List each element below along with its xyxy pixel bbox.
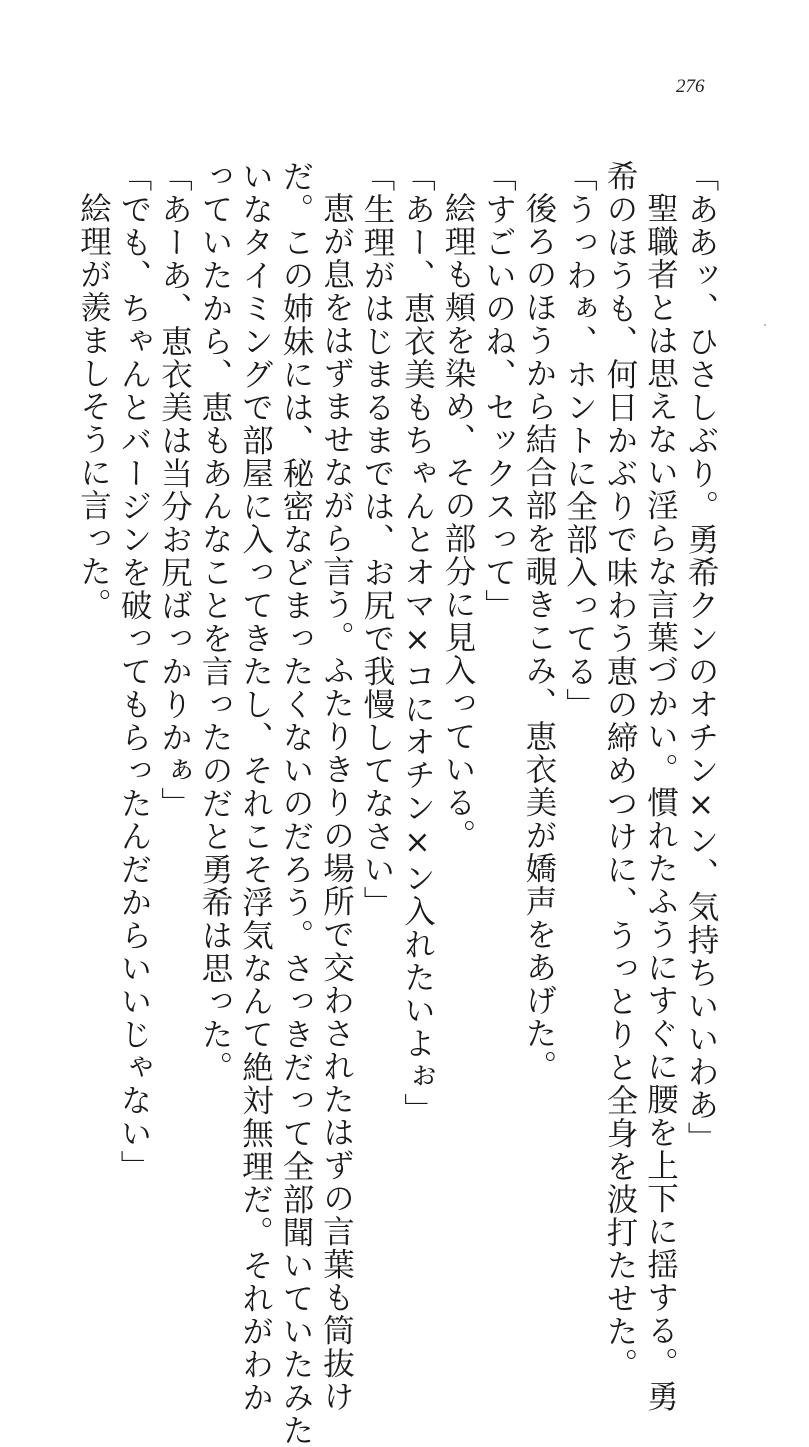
text-line: 希のほうも、何日かぶりで味わう恵の締めつけに、うっとりと全身を波打たせた。 [602, 160, 638, 1381]
text-line: 「あーあ、恵衣美は当分お尻ばっかりかぁ」 [156, 160, 193, 820]
text-line: っていたから、恵もあんなことを言ったのだと勇希は思った。 [197, 160, 233, 1084]
text-line: 絵理が羨ましそうに言った。 [75, 191, 112, 621]
text-line: 「でも、ちゃんとバージンを破ってもらったんだからいいじゃない」 [116, 160, 152, 1183]
text-line: 「すごいのね、セックスって」 [480, 160, 517, 622]
text-line: だ。この姉妹には、秘密などまったくないのだろう。さっきだって全部聞いていたみた [278, 160, 314, 1447]
text-line: 聖職者とは思えない淫らな言葉づかい。慣れたふうにすぐに腰を上下に揺する。勇 [642, 191, 679, 1413]
text-line: 恵が息をはずませながら言う。ふたりきりの場所で交わされたはずの言葉も筒抜け [318, 191, 355, 1413]
text-line: 「生理がはじまるまでは、お尻で我慢してなさい」 [359, 160, 395, 919]
text-line: 「ああッ、ひさしぶり。勇希クンのオチン×ン、気持ちいいわあ」 [683, 160, 719, 1155]
text-line: 後ろのほうから結合部を覗きこみ、恵衣美が嬌声をあげた。 [521, 191, 557, 1083]
text-line: いなタイミングで部屋に入ってきたし、それこそ浮気なんて絶対無理だ。それがわか [237, 160, 274, 1414]
text-line: 絵理も頬を染め、その部分に見入っている。 [440, 191, 476, 852]
text-line: 「うっわぁ、ホントに全部入ってる」 [561, 160, 598, 721]
text-line: 「あー、恵衣美もちゃんとオマ×コにオチン×ン入れたいよぉ」 [399, 160, 436, 1126]
page-number: 276 [676, 76, 705, 97]
scan-speck [764, 324, 766, 326]
vertical-text-body [73, 160, 721, 1447]
